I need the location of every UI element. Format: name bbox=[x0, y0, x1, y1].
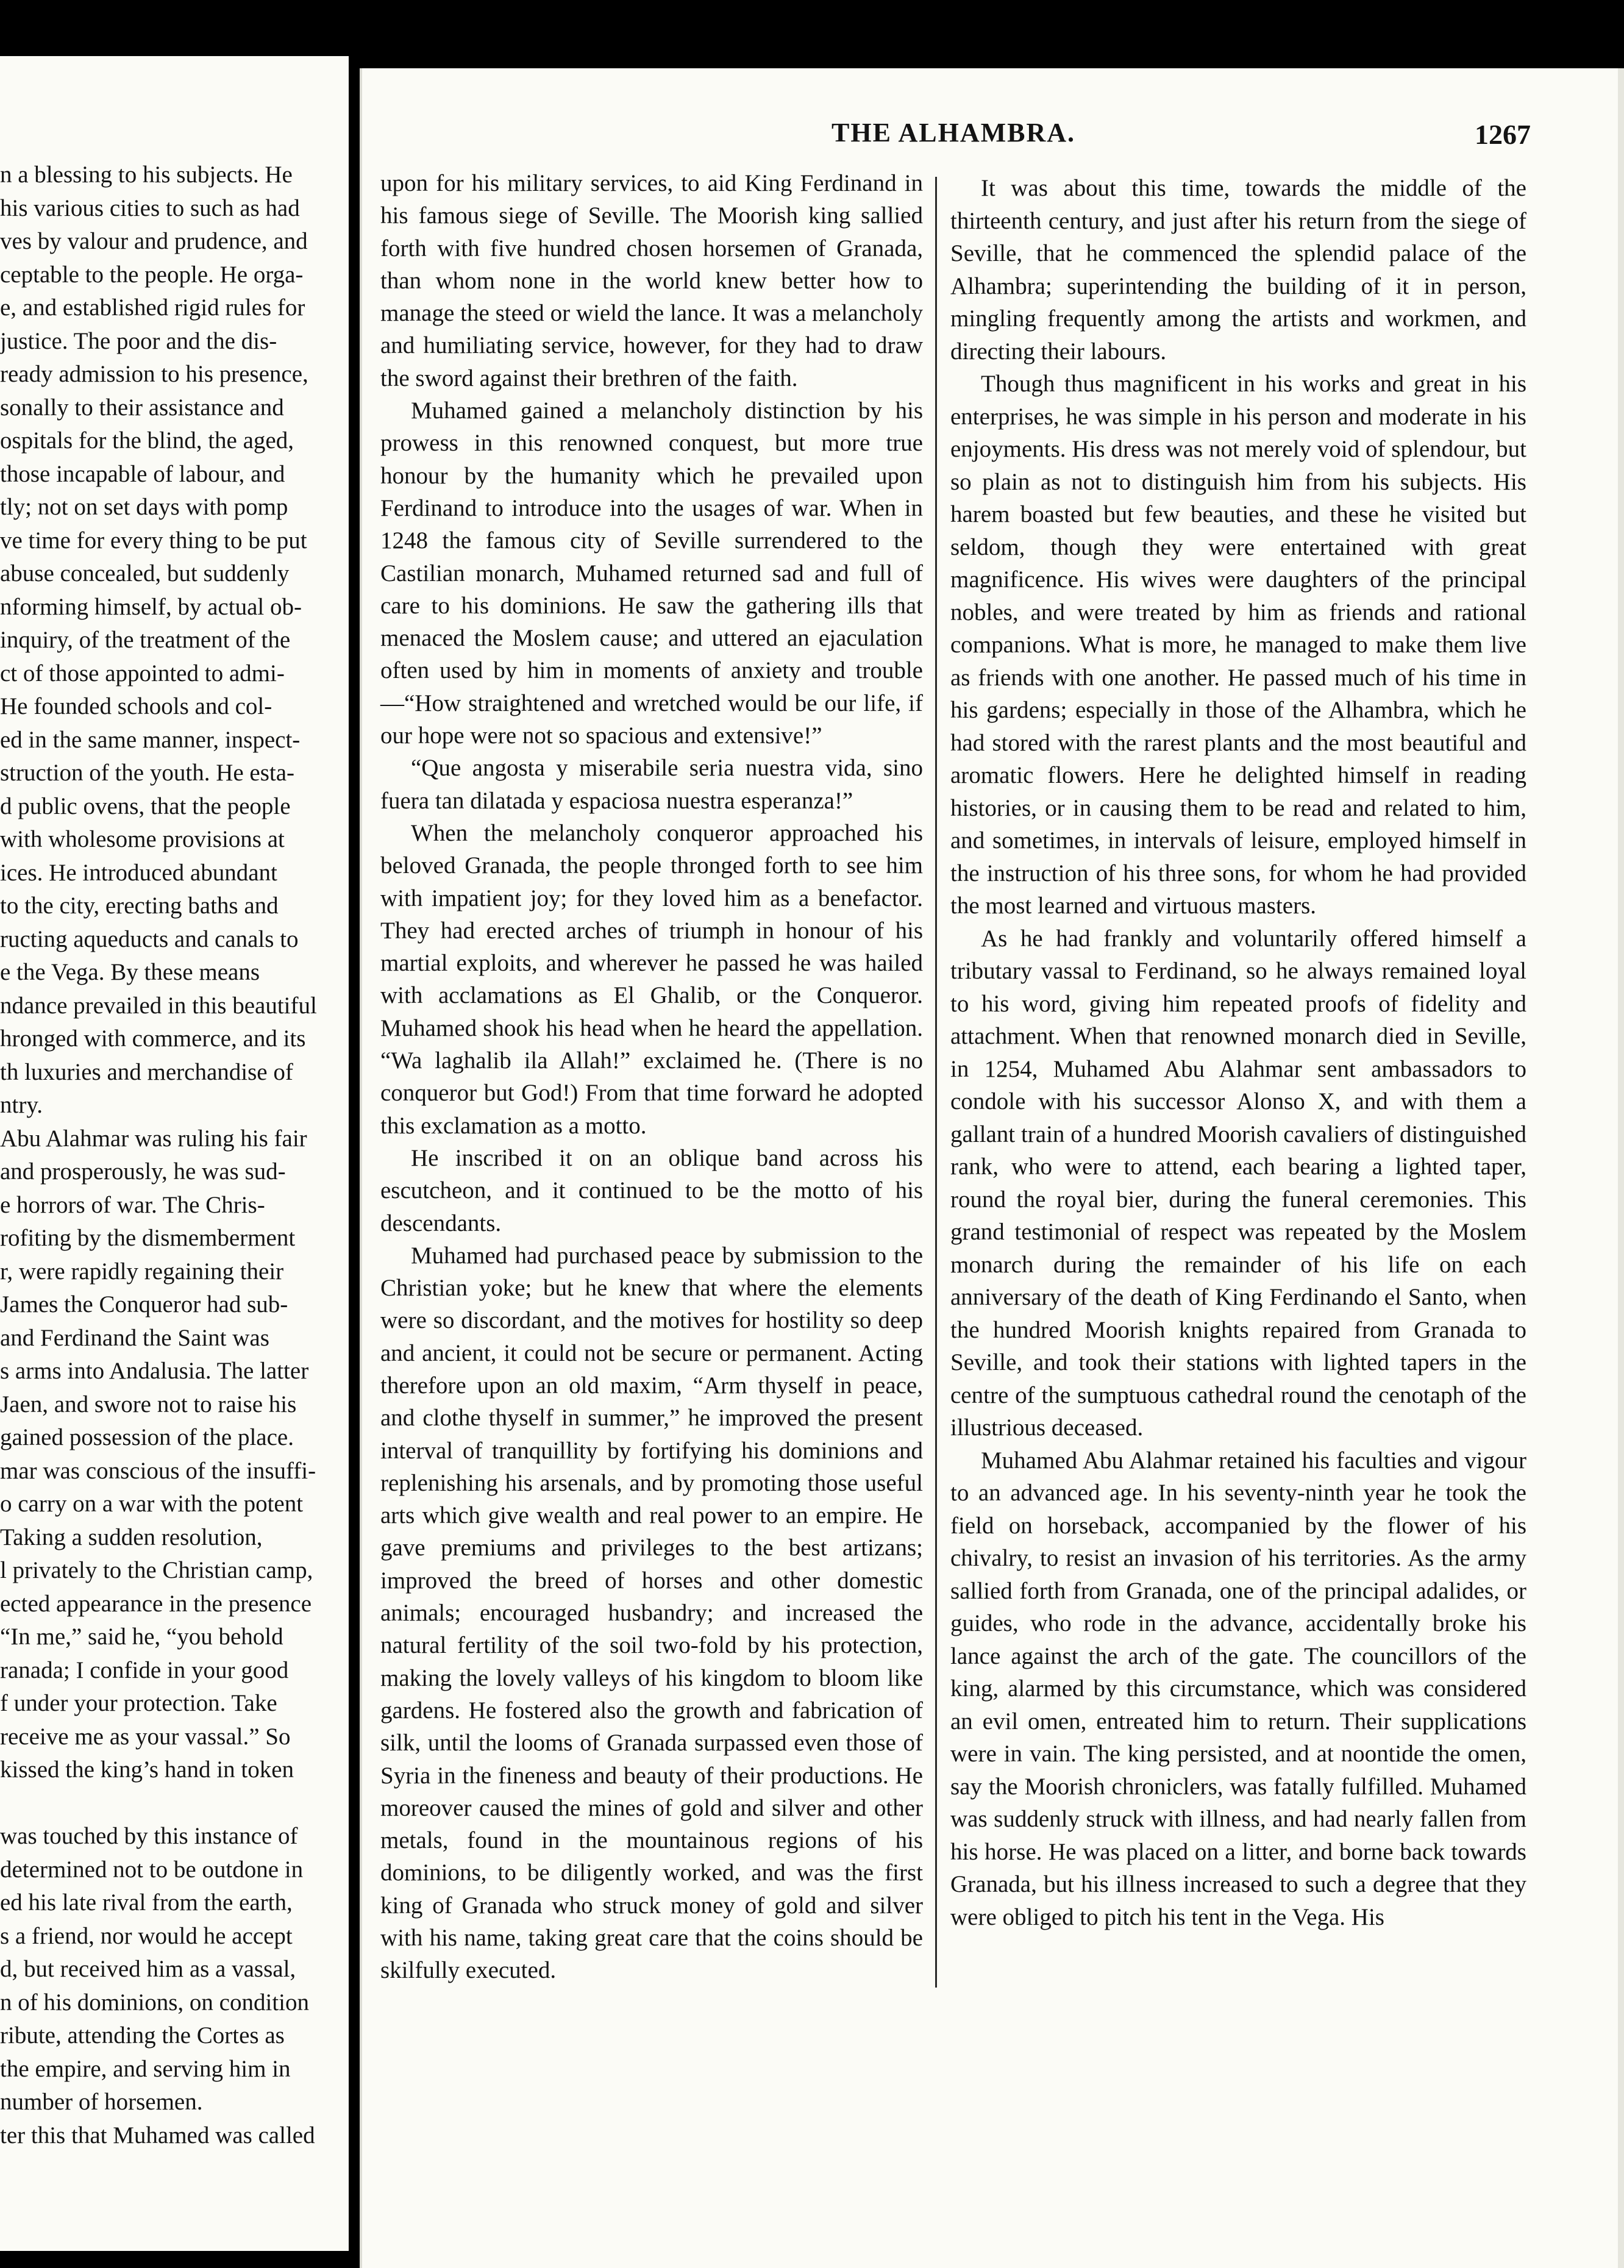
left-page-line: ves by valour and prudence, and bbox=[0, 228, 308, 254]
left-page-line: l privately to the Christian camp, bbox=[0, 1557, 313, 1583]
text-column-right bbox=[950, 172, 1526, 1933]
left-page-line: and prosperously, he was sud- bbox=[0, 1158, 286, 1185]
left-page-line: those incapable of labour, and bbox=[0, 460, 285, 487]
left-page-line: ed his late rival from the earth, bbox=[0, 1889, 293, 1916]
left-page-line: with wholesome provisions at bbox=[0, 826, 285, 852]
left-page-line: ntry. bbox=[0, 1092, 43, 1118]
left-page-line: justice. The poor and the dis- bbox=[0, 327, 277, 354]
left-page-line: o carry on a war with the potent bbox=[0, 1491, 304, 1517]
left-page-line: nforming himself, by actual ob- bbox=[0, 593, 302, 620]
left-page-line: mar was conscious of the insuffi- bbox=[0, 1457, 316, 1484]
paragraph: He inscribed it on an oblique band across his escutcheon, and it continued to be the motto of his descendants. bbox=[380, 1144, 923, 1236]
paragraph: It was about this time, towards the middle of the thirteenth century, and just after his return from the siege of Seville, that he commenced the splendid palace of the Alhambra; superintending the building of it in person, mingling frequently among the artists and workmen, and directing their labours. bbox=[950, 175, 1526, 365]
running-head: THE ALHAMBRA. bbox=[832, 118, 1076, 148]
text-column-left bbox=[380, 167, 923, 1987]
left-page-line: r, were rapidly regaining their bbox=[0, 1258, 284, 1285]
left-page-line: ter this that Muhamed was called bbox=[0, 2122, 315, 2149]
left-page-line: the empire, and serving him in bbox=[0, 2055, 291, 2082]
left-page-line: “In me,” said he, “you behold bbox=[0, 1624, 283, 1650]
left-page-column bbox=[0, 159, 334, 2152]
left-page-line: and Ferdinand the Saint was bbox=[0, 1324, 269, 1351]
paragraph: Though thus magnificent in his works and great in his enterprises, he was simple in his person and moderate in his enjoyments. His dress was not merely void of splendour, but so plain as not to distinguish him from his subjects. His harem boasted but few beauties, and these he visited but seldom, though they were entertained with great magnificence. His wives were daughters of the principal nobles, and were treated by him as friends and rational companions. What is more, he managed to make them live as friends with one another. He passed much of his time in his gardens; especially in those of the Alhambra, which he had stored with the rarest plants and the most beautiful and aromatic flowers. Here he delighted himself in reading histories, or in causing them to be read and related to him, and sometimes, in intervals of leisure, employed himself in the instruction of his three sons, for whom he had provided the most learned and virtuous masters. bbox=[950, 371, 1526, 919]
left-page-line: to the city, erecting baths and bbox=[0, 893, 279, 919]
paragraph: Muhamed Abu Alahmar retained his faculties and vigour to an advanced age. In his seventy-ninth year he took the field on horseback, accompanied by the flower of his chivalry, to resist an invasion of his territories. As the army sallied forth from Granada, one of the principal adalides, or guides, who rode in the advance, accidentally broke his lance against the arch of the gate. The councillors of the king, alarmed by this circumstance, which was considered an evil omen, entreated him to return. Their supplications were in vain. The king persisted, and at noontide the omen, say the Moorish chroniclers, was fatally fulfilled. Muhamed was suddenly struck with illness, and had nearly fallen from his horse. He was placed on a litter, and borne back towards Granada, but his illness increased to such a degree that they were obliged to pitch his tent in the Vega. His bbox=[950, 1447, 1526, 1930]
continued-paragraph: upon for his military services, to aid King Ferdinand in his famous siege of Seville. The Moorish king sallied forth with five hundred chosen horsemen of Granada, than whom none in the world knew better how to manage the steed or wield the lance. It was a melancholy and humiliating service, however, for they had to draw the sword against their brethren of the faith. bbox=[380, 170, 923, 391]
left-page-line: s arms into Andalusia. The latter bbox=[0, 1358, 309, 1384]
left-page-line: n a blessing to his subjects. He bbox=[0, 162, 293, 188]
left-page-line: number of horsemen. bbox=[0, 2089, 203, 2115]
paragraph: Muhamed gained a melancholy distinction by his prowess in this renowned conquest, but more true honour by the humanity which he prevailed upon Ferdinand to introduce into the usages of war. When in 1248 the famous city of Seville surrendered to the Castilian monarch, Muhamed returned sad and full of care to his dominions. He saw the gathering ills that menaced the Moslem cause; and uttered an ejaculation often used by him in moments of anxiety and trouble—“How straightened and wretched would be our life, if our hope were not so spacious and extensive!” bbox=[380, 398, 923, 749]
left-page-line: e, and established rigid rules for bbox=[0, 294, 305, 321]
left-page-line: gained possession of the place. bbox=[0, 1424, 294, 1450]
page-number: 1267 bbox=[1475, 119, 1531, 150]
left-page-line: s a friend, nor would he accept bbox=[0, 1922, 293, 1949]
left-page-line: d public ovens, that the people bbox=[0, 793, 291, 819]
left-page-line: d, but received him as a vassal, bbox=[0, 1956, 296, 1982]
left-page-line: ready admission to his presence, bbox=[0, 361, 308, 387]
left-page-line: ve time for every thing to be put bbox=[0, 527, 307, 554]
left-page-line: n of his dominions, on condition bbox=[0, 1989, 309, 2016]
column-divider bbox=[935, 177, 937, 1988]
left-page-line: hronged with commerce, and its bbox=[0, 1025, 306, 1052]
left-page-line: ceptable to the people. He orga- bbox=[0, 261, 304, 288]
left-page-line: inquiry, of the treatment of the bbox=[0, 627, 291, 653]
left-page-line: e the Vega. By these means bbox=[0, 959, 260, 985]
left-page-line: e horrors of war. The Chris- bbox=[0, 1191, 265, 1218]
left-page-line: Abu Alahmar was ruling his fair bbox=[0, 1125, 307, 1152]
left-page-line: ected appearance in the presence bbox=[0, 1590, 312, 1617]
left-page-line bbox=[0, 1787, 334, 1820]
paragraph: Muhamed had purchased peace by submission to the Christian yoke; but he knew that where the elements were so discordant, and the motives for hostility so deep and ancient, it could not be secure or permanent. Acting therefore upon an old maxim, “Arm thyself in peace, and clothe thyself in summer,” he improved the present interval of tranquillity by fortifying his dominions and replenishing his arsenals, and by promoting those useful arts which give wealth and real power to an empire. He gave premiums and privileges to the best artizans; improved the breed of horses and other domestic animals; encouraged husbandry; and increased the natural fertility of the soil two-fold by his protection, making the lovely valleys of his kingdom to bloom like gardens. He fostered also the growth and fabrication of silk, until the looms of Granada surpassed even those of Syria in the fineness and beauty of their productions. He moreover caused the mines of gold and silver and other metals, found in the mountainous regions of his dominions, to be diligently worked, and was the first king of Granada who struck money of gold and silver with his name, taking great care that the coins should be skilfully executed. bbox=[380, 1242, 923, 1984]
left-page-line: ribute, attending the Cortes as bbox=[0, 2022, 285, 2049]
left-page-line: struction of the youth. He esta- bbox=[0, 760, 295, 786]
left-page-line: Taking a sudden resolution, bbox=[0, 1524, 263, 1550]
left-page-line: kissed the king’s hand in token bbox=[0, 1756, 294, 1783]
paragraph: When the melancholy conqueror approached his beloved Granada, the people thronged forth to see him with impatient joy; for they loved him as a benefactor. They had erected arches of triumph in honour of his martial exploits, and wherever he passed he was hailed with acclamations as El Ghalib, or the Conqueror. Muhamed shook his head when he heard the appellation. “Wa laghalib ila Allah!” exclaimed he. (There is no conqueror but God!) From that time forward he adopted this exclamation as a motto. bbox=[380, 819, 923, 1139]
left-page-line: sonally to their assistance and bbox=[0, 394, 284, 421]
paragraph: “Que angosta y miserabile seria nuestra vida, sino fuera tan dilatada y espaciosa nuestra esperanza!” bbox=[380, 755, 923, 814]
left-page-line: ices. He introduced abundant bbox=[0, 859, 277, 886]
left-page-line: f under your protection. Take bbox=[0, 1690, 277, 1716]
left-page-line: ed in the same manner, inspect- bbox=[0, 726, 301, 753]
left-page-line: abuse concealed, but suddenly bbox=[0, 560, 290, 587]
left-page-line: his various cities to such as had bbox=[0, 194, 300, 221]
right-page bbox=[360, 68, 1624, 2268]
left-page-line: He founded schools and col- bbox=[0, 693, 272, 719]
left-page-line: determined not to be outdone in bbox=[0, 1856, 304, 1883]
left-page-line: James the Conqueror had sub- bbox=[0, 1291, 288, 1318]
left-page-line: ructing aqueducts and canals to bbox=[0, 925, 299, 952]
left-page-line: ndance prevailed in this beautiful bbox=[0, 992, 317, 1019]
paragraph: As he had frankly and voluntarily offered himself a tributary vassal to Ferdinand, so he always remained loyal to his word, giving him repeated proofs of fidelity and attachment. When that renowned monarch died in Seville, in 1254, Muhamed Abu Alahmar sent ambassadors to condole with his successor Alonso X, and with them a gallant train of a hundred Moorish cavaliers of distinguished rank, who were to attend, each bearing a lighted taper, round the royal bier, during the funeral ceremonies. This grand testimonial of respect was repeated by the Moslem monarch during the remainder of his life on each anniversary of the death of King Ferdinando el Santo, when the hundred Moorish knights repaired from Granada to Seville, and took their stations with lighted tapers in the centre of the sumptuous cathedral round the cenotaph of the illustrious deceased. bbox=[950, 925, 1526, 1441]
page-edge bbox=[1618, 68, 1624, 2268]
left-page-line: ranada; I confide in your good bbox=[0, 1656, 289, 1683]
left-page-line: was touched by this instance of bbox=[0, 1823, 298, 1849]
left-page-line: receive me as your vassal.” So bbox=[0, 1723, 291, 1750]
left-page-line: rofiting by the dismemberment bbox=[0, 1225, 296, 1251]
left-page-line: Jaen, and swore not to raise his bbox=[0, 1391, 297, 1417]
left-page-line: ospitals for the blind, the aged, bbox=[0, 427, 294, 454]
left-page bbox=[0, 56, 349, 2251]
book-gutter bbox=[349, 0, 360, 2268]
left-page-line: th luxuries and merchandise of bbox=[0, 1058, 293, 1085]
left-page-line: tly; not on set days with pomp bbox=[0, 494, 288, 520]
left-page-line: ct of those appointed to admi- bbox=[0, 660, 285, 686]
